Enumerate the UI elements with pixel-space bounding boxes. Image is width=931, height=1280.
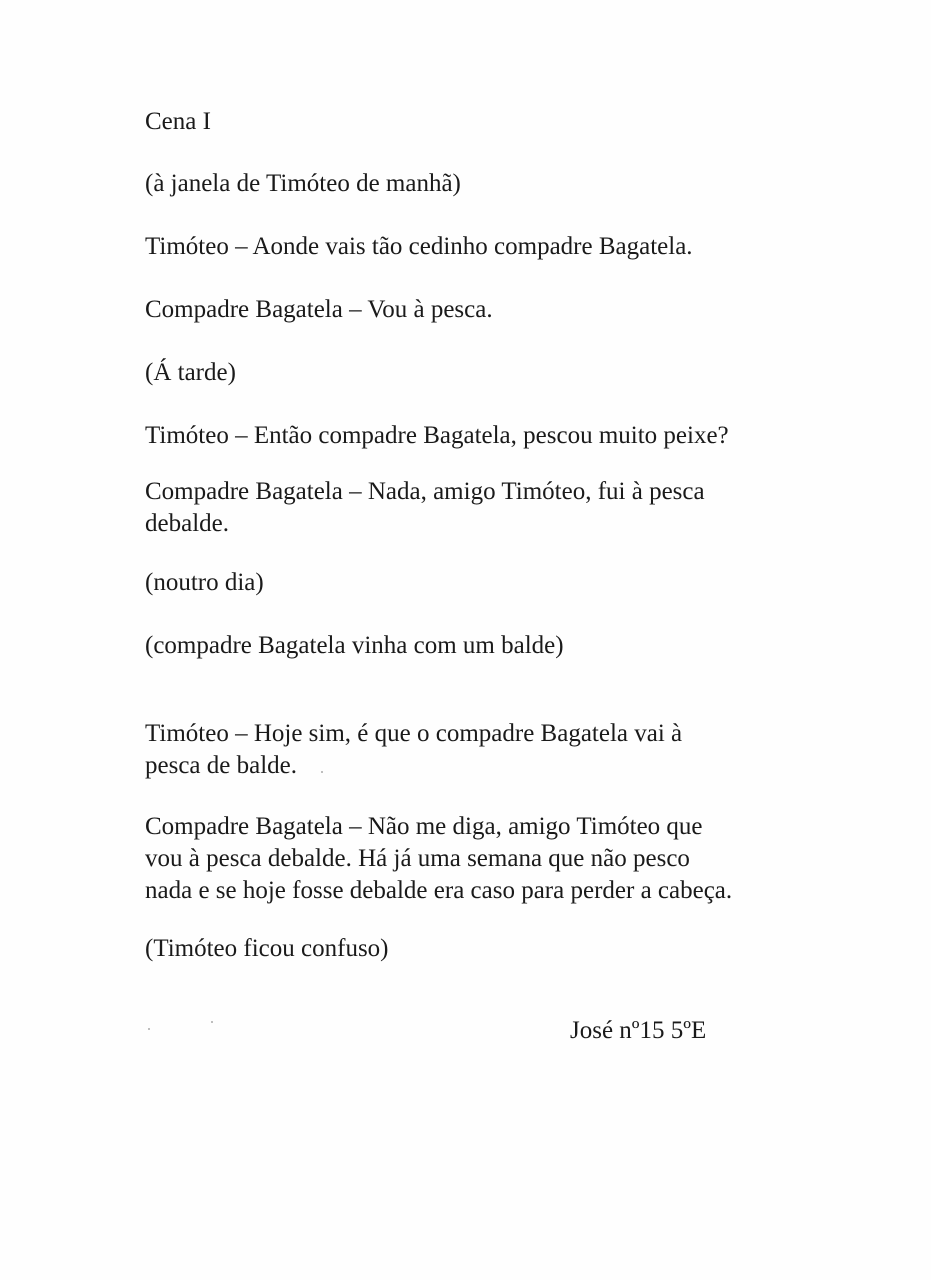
dialogue-line: Timóteo – Então compadre Bagatela, pescou muito peixe? bbox=[145, 422, 729, 449]
scan-speck bbox=[148, 1028, 150, 1030]
stage-direction: (Á tarde) bbox=[145, 359, 236, 386]
stage-direction: (à janela de Timóteo de manhã) bbox=[145, 170, 461, 197]
stage-direction: (Timóteo ficou confuso) bbox=[145, 935, 389, 962]
scan-speck bbox=[211, 1021, 213, 1023]
dialogue-line: Compadre Bagatela – Nada, amigo Timóteo, fui à pesca debalde. bbox=[145, 478, 705, 537]
stage-direction: (compadre Bagatela vinha com um balde) bbox=[145, 632, 564, 659]
dialogue-line: Compadre Bagatela – Não me diga, amigo Timóteo que vou à pesca debalde. Há já uma semana que não pesco nada e se hoje fosse debalde era caso para perder a cabeça. bbox=[145, 813, 733, 904]
author-signature: José nº15 5ºE bbox=[570, 1017, 707, 1044]
scan-speck bbox=[321, 771, 323, 773]
dialogue-line: Timóteo – Hoje sim, é que o compadre Bagatela vai à pesca de balde. bbox=[145, 720, 683, 779]
dialogue-line: Timóteo – Aonde vais tão cedinho compadre Bagatela. bbox=[145, 233, 693, 260]
play-text bbox=[145, 106, 825, 965]
stage-direction: (noutro dia) bbox=[145, 569, 264, 596]
dialogue-line: Compadre Bagatela – Vou à pesca. bbox=[145, 296, 493, 323]
scene-title: Cena I bbox=[145, 108, 211, 135]
